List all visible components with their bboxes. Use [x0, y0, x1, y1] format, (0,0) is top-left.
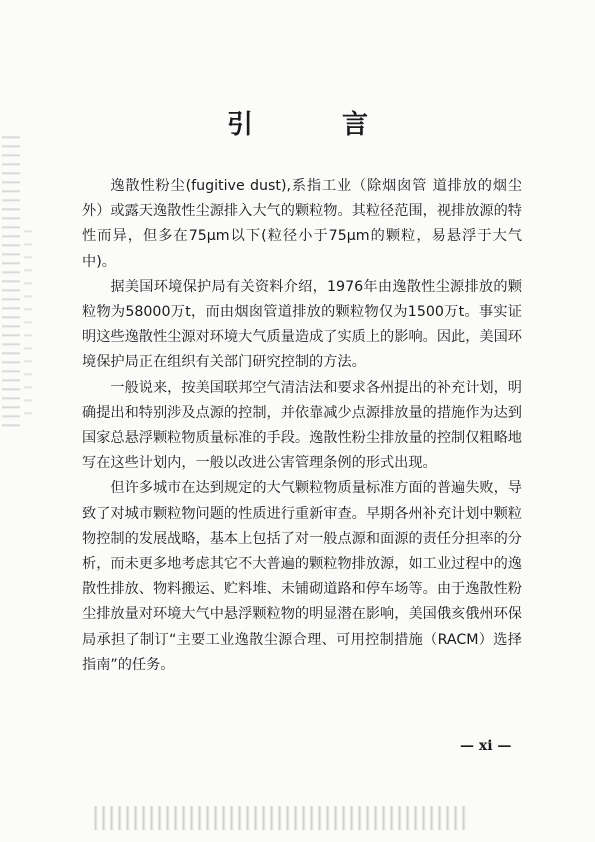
scan-artifact-bottom: [90, 806, 470, 830]
page-number: — xi —: [460, 738, 512, 754]
paragraph-2: 据美国环境保护局有关资料介绍，1976年由逸散性尘源排放的颗粒物为58000万t，而由烟囱管道排放的颗粒物仅为1500万t。事实证明这些逸散性尘源对环境大气质量造成了实质上的影响。因此，美国环境保护局正在组织有关部门研究控制的方法。: [82, 278, 522, 371]
paragraph-3: 一般说来，按美国联邦空气清洁法和要求各州提出的补充计划，明确提出和特别涉及点源的控制，并依靠减少点源排放量的措施作为达到国家总悬浮颗粒物质量标准的手段。逸散性粉尘排放量的控制仅粗略地写在这些计划内，一般以改进公害管理条例的形式出现。: [82, 379, 522, 472]
scan-artifact-left: [2, 130, 20, 430]
paragraph-1: 逸散性粉尘(fugitive dust),系指工业（除烟囱管 道排放的烟尘外）或露天逸散性尘源排入大气的颗粒物。其粒径范围，视排放源的特性而异，但多在75μm以下(粒径小于75μm的颗粒，易悬浮于大气中)。: [82, 178, 522, 270]
scan-artifact-left-2: [24, 220, 32, 420]
paragraph-4: 但许多城市在达到规定的大气颗粒物质量标准方面的普遍失败，导致了对城市颗粒物问题的性质进行重新审查。早期各州补充计划中颗粒物控制的发展战略，基本上包括了对一般点源和面源的责任分担率的分析，而未更多地考虑其它不大普遍的颗粒物排放源，如工业过程中的逸散性排放、物料搬运、贮料堆、未铺砌道路和停车场等。由于逸散性粉尘排放量对环境大气中悬浮颗粒物的明显潜在影响，美国俄亥俄州环保局承担了制订“主要工业逸散尘源合理、可用控制措施（RACM）选择指南”的任务。: [82, 480, 522, 673]
page-title: 引 言: [226, 110, 409, 140]
body-text: [82, 174, 522, 678]
